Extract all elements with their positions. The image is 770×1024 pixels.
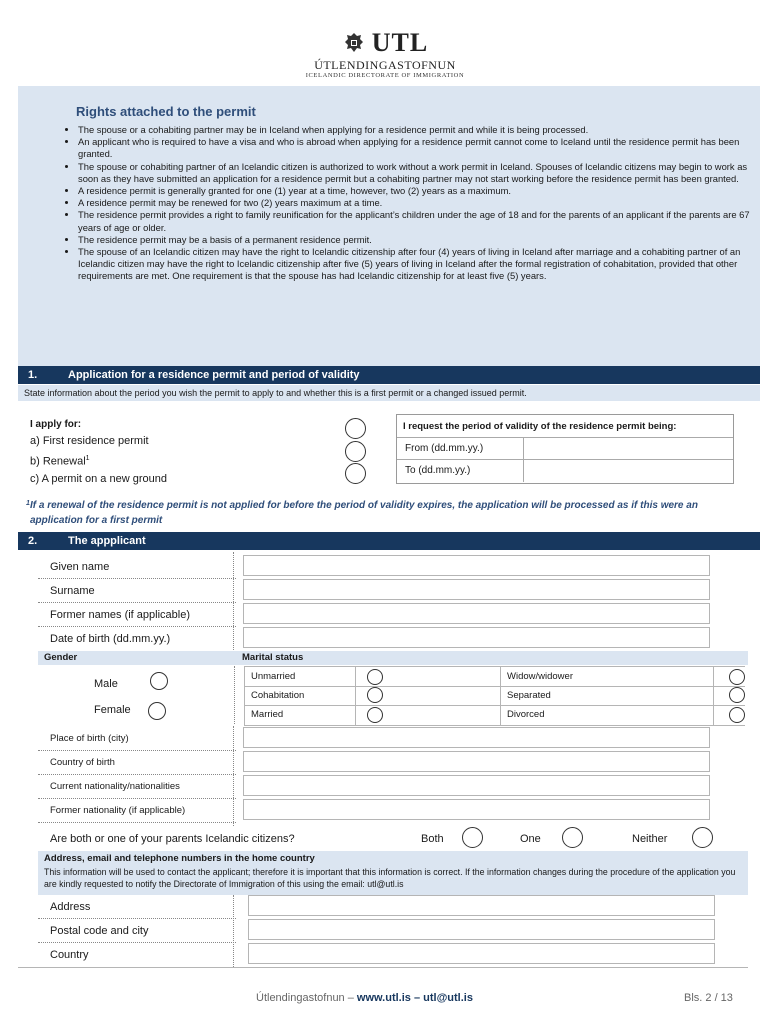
logo	[0, 28, 770, 58]
address-input[interactable]	[248, 895, 715, 916]
marital-status-label: Marital status	[242, 652, 304, 663]
cohabitation-label: Cohabitation	[251, 690, 305, 701]
parents-one-label: One	[520, 833, 541, 845]
parents-both-label: Both	[421, 833, 444, 845]
option-first-permit: a) First residence permit	[30, 435, 149, 447]
section-number: 1.	[28, 369, 38, 381]
marital-status-group	[244, 666, 745, 726]
from-date-input[interactable]	[523, 438, 734, 460]
form-bottom-line	[18, 967, 748, 968]
row-divider	[245, 686, 745, 687]
list-item: • The spouse or cohabiting partner of an Icelandic citizen is authorized to work without a work permit in Iceland. Spouses of Icelandic citizens may begin to work as soon as they have submitted an application for a residence permit but a cohabiting partner may not start working before the residence permit has been granted.	[78, 161, 758, 185]
col-divider	[713, 667, 714, 725]
col-divider	[355, 667, 356, 725]
section-1-info	[18, 385, 760, 401]
former-names-input[interactable]	[243, 603, 710, 624]
list-item: • The spouse or a cohabiting partner may be in Iceland when applying for a residence permit and while it is being processed.	[78, 124, 758, 136]
option-renewal	[30, 450, 167, 471]
place-of-birth-row	[38, 727, 748, 751]
parents-neither-radio[interactable]	[692, 827, 713, 848]
postal-code-label: Postal code and city	[50, 925, 149, 937]
former-nationality-input[interactable]	[243, 799, 710, 820]
male-radio[interactable]	[150, 672, 168, 690]
former-nationality-row	[38, 799, 748, 823]
country-of-birth-input[interactable]	[243, 751, 710, 772]
col-divider	[500, 667, 501, 725]
list-item: • A residence permit may be renewed for two (2) years maximum at a time.	[78, 197, 758, 209]
footer-contact-link[interactable]: www.utl.is – utl@utl.is	[356, 992, 473, 1004]
given-name-row	[38, 555, 748, 579]
parents-question-row	[38, 826, 748, 850]
cohabitation-radio[interactable]	[367, 687, 383, 703]
country-of-birth-row	[38, 751, 748, 775]
surname-row	[38, 579, 748, 603]
unmarried-radio[interactable]	[367, 669, 383, 685]
gender-marital-header	[38, 651, 748, 665]
page-number: Bls. 2 / 13	[684, 992, 733, 1004]
validity-heading: I request the period of validity of the residence permit being:	[403, 421, 677, 432]
renewal-radio[interactable]	[345, 441, 366, 462]
country-input[interactable]	[248, 943, 715, 964]
given-name-input[interactable]	[243, 555, 710, 576]
logo-text: UTL	[371, 28, 429, 57]
footer-org-name: Útlendingastofnun –	[256, 992, 357, 1004]
former-names-row	[38, 603, 748, 627]
country-of-birth-label: Country of birth	[50, 757, 115, 768]
date-of-birth-label: Date of birth (dd.mm.yy.)	[50, 633, 171, 645]
list-item: • The residence permit may be a basis of a permanent residence permit.	[78, 234, 758, 246]
list-item: • The residence permit provides a right to family reunification for the applicant’s children under the age of 18 and for the parents of an applicant if the parents are 67 years of age or older.	[78, 209, 758, 233]
address-info-text: This information will be used to contact the applicant; therefore it is important that this information is correct. If the information changes during the procedure of the application you are kindly requested to notify the Directorate of Immigration of this using the email: utl@utl.is	[44, 867, 736, 889]
parents-neither-label: Neither	[632, 833, 668, 845]
from-label: From (dd.mm.yy.)	[405, 443, 484, 454]
list-item: • An applicant who is required to have a visa and who is abroad when applying for a residence permit cannot come to Iceland until the residence permit has been granted.	[78, 136, 758, 160]
parents-question: Are both or one of your parents Icelandic citizens?	[50, 833, 295, 845]
apply-for-group	[30, 416, 167, 488]
divorced-radio[interactable]	[729, 707, 745, 723]
married-radio[interactable]	[367, 707, 383, 723]
list-item: • The spouse of an Icelandic citizen may have the right to Icelandic citizenship after four (4) years of living in Iceland after marriage and a cohabiting partner of an Icelandic citizen may have the right to Icelandic citizenship after five (5) years of living in Iceland after the formal registration of cohabitation, provided that other requirements are met. One requirement is that the spouse has had Icelandic citizenship for at least five (5) years.	[78, 246, 758, 283]
validity-box	[396, 414, 734, 484]
unmarried-label: Unmarried	[251, 671, 296, 682]
rights-title: Rights attached to the permit	[76, 104, 256, 119]
to-date-input[interactable]	[523, 460, 734, 482]
former-nationality-label: Former nationality (if applicable)	[50, 805, 186, 816]
place-of-birth-label: Place of birth (city)	[50, 733, 129, 744]
postal-code-input[interactable]	[248, 919, 715, 940]
country-row	[38, 943, 748, 967]
section-title: Application for a residence permit and period of validity	[68, 369, 360, 381]
footnote-ref: 1	[85, 455, 90, 462]
given-name-label: Given name	[50, 561, 110, 573]
surname-label: Surname	[50, 585, 95, 597]
divorced-label: Divorced	[507, 709, 545, 720]
from-row	[397, 437, 733, 460]
separated-label: Separated	[507, 690, 551, 701]
rights-box	[18, 86, 760, 366]
widow-radio[interactable]	[729, 669, 745, 685]
to-row	[397, 459, 733, 482]
section-2-header	[18, 532, 760, 550]
first-permit-radio[interactable]	[345, 418, 366, 439]
parents-one-radio[interactable]	[562, 827, 583, 848]
address-row	[38, 895, 748, 919]
agency-name: ÚTLENDINGASTOFNUN	[314, 58, 456, 72]
row-underline	[38, 822, 236, 823]
date-of-birth-input[interactable]	[243, 627, 710, 648]
gender-label: Gender	[44, 652, 78, 663]
place-of-birth-input[interactable]	[243, 727, 710, 748]
apply-label: I apply for:	[30, 419, 82, 430]
widow-label: Widow/widower	[507, 671, 573, 682]
section-1-header	[18, 366, 760, 384]
page-header	[0, 0, 770, 86]
postal-code-row	[38, 919, 748, 943]
coat-of-arms-icon	[342, 31, 366, 55]
address-label: Address	[50, 901, 91, 913]
married-label: Married	[251, 709, 284, 720]
list-item: • A residence permit is generally granted for one (1) year at a time, however, two (2) years as a maximum.	[78, 185, 758, 197]
separated-radio[interactable]	[729, 687, 745, 703]
footnote	[26, 498, 750, 528]
date-of-birth-row	[38, 627, 748, 651]
address-heading: Address, email and telephone numbers in the home country	[44, 853, 315, 864]
footnote-mark: 1	[26, 500, 30, 507]
section-info-text: State information about the period you wish the permit to apply to and whether this is a first permit or a changed issued permit.	[24, 388, 527, 398]
female-label: Female	[94, 704, 131, 716]
address-info-box	[38, 851, 748, 895]
rights-list	[58, 124, 758, 283]
option-renewal-label: b) Renewal	[30, 455, 86, 468]
country-label: Country	[50, 949, 89, 961]
parents-both-radio[interactable]	[462, 827, 483, 848]
option-new-ground: c) A permit on a new ground	[30, 472, 167, 485]
gender-group	[38, 666, 235, 724]
to-label: To (dd.mm.yy.)	[405, 465, 471, 476]
section-title: The appplicant	[68, 535, 146, 547]
current-nationality-row	[38, 775, 748, 799]
male-label: Male	[94, 678, 118, 690]
surname-input[interactable]	[243, 579, 710, 600]
new-ground-radio[interactable]	[345, 463, 366, 484]
current-nationality-label: Current nationality/nationalities	[50, 781, 180, 792]
footer-org	[256, 992, 473, 1004]
footnote-text: If a renewal of the residence permit is not applied for before the period of validity expires, the application will be processed as if this were an application for a first permit	[30, 500, 698, 526]
former-names-label: Former names (if applicable)	[50, 609, 190, 621]
female-radio[interactable]	[148, 702, 166, 720]
row-divider	[245, 705, 745, 706]
current-nationality-input[interactable]	[243, 775, 710, 796]
agency-subtitle: ICELANDIC DIRECTORATE OF IMMIGRATION	[305, 72, 465, 79]
section-number: 2.	[28, 535, 38, 547]
